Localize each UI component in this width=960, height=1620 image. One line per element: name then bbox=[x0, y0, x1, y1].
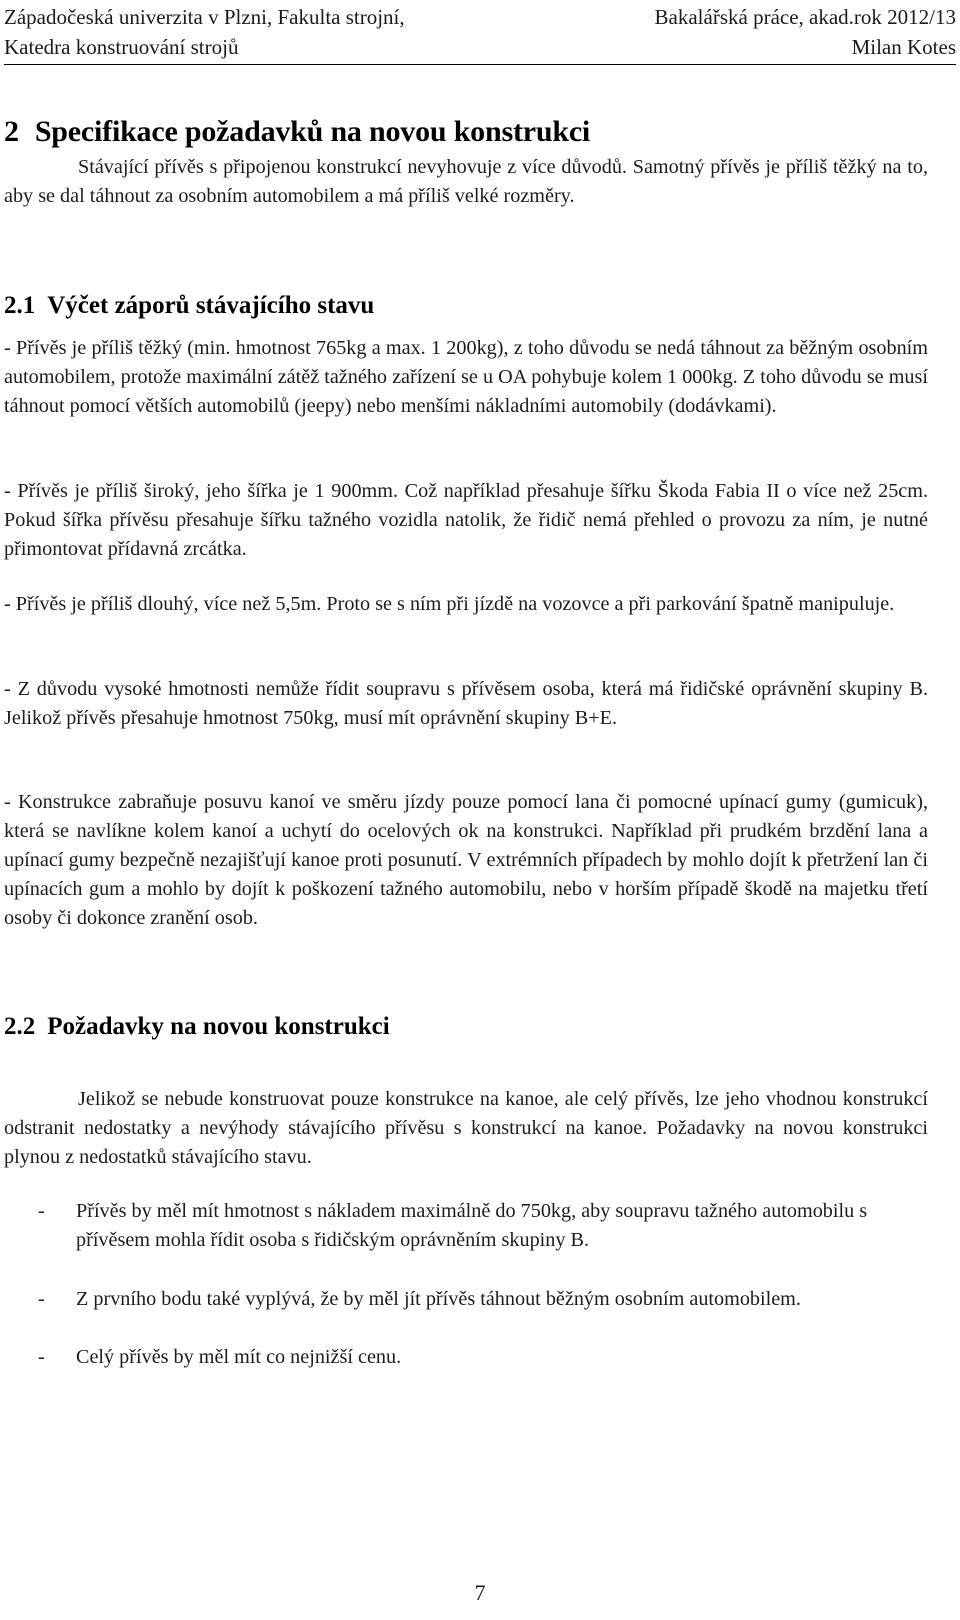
requirements-list bbox=[4, 1197, 928, 1372]
section-2-intro: Stávající přívěs s připojenou konstrukcí nevyhovuje z více důvodů. Samotný přívěs je příliš těžký na to, aby se dal táhnout za osobním automobilem a má příliš velké rozměry. bbox=[4, 156, 928, 207]
requirement-item: - Z prvního bodu také vyplývá, že by měl jít přívěs táhnout běžným osobním automobilem. bbox=[38, 1288, 801, 1310]
drawback-license: - Z důvodu vysoké hmotnosti nemůže řídit soupravu s přívěsem osoba, která má řidičské oprávnění skupiny B. Jelikož přívěs přesahuje hmotnost 750kg, musí mít oprávnění skupiny B+E. bbox=[4, 678, 928, 729]
page-number: 7 bbox=[474, 1580, 486, 1605]
drawback-length: - Přívěs je příliš dlouhý, více než 5,5m. Proto se s ním při jízdě na vozovce a při parkování špatně manipuluje. bbox=[4, 593, 895, 615]
requirement-text: Přívěs by měl mít hmotnost s nákladem maximálně do 750kg, aby soupravu tažného automobilu s přívěsem mohla řídit osoba s řidičským oprávněním skupiny B. bbox=[76, 1200, 868, 1251]
drawback-fastening: - Konstrukce zabraňuje posuvu kanoí ve směru jízdy pouze pomocí lana či pomocné upínací gumy (gumicuk), která se navlíkne kolem kanoí a uchytí do ocelových ok na konstrukci. Například při prudkém brzdění lana a upínací gumy bezpečně nezajišťují kanoe proti posunutí. V extrémních případech by mohlo dojít k přetržení lan či upínacích gum a mohlo by dojít k poškození tažného automobilu, nebo v horším případě škodě na majetku třetí osoby či dokonce zranění osob. bbox=[4, 791, 928, 929]
header-department: Katedra konstruování strojů bbox=[4, 35, 239, 59]
section-2-2-title: Požadavky na novou konstrukci bbox=[47, 1013, 390, 1040]
page-header bbox=[4, 2, 956, 65]
requirement-text: Celý přívěs by měl mít co nejnižší cenu. bbox=[76, 1346, 402, 1368]
header-university: Západočeská univerzita v Plzni, Fakulta strojní, bbox=[4, 5, 405, 29]
header-row-1 bbox=[4, 2, 956, 32]
requirement-item: - Celý přívěs by měl mít co nejnižší cenu. bbox=[38, 1346, 402, 1368]
drawback-weight: - Přívěs je příliš těžký (min. hmotnost 765kg a max. 1 200kg), z toho důvodu se nedá táhnout za běžným osobním automobilem, protože maximální zátěž tažného zařízení se u OA pohybuje kolem 1 000kg. Z toho důvodu se musí táhnout pomocí větších automobilů (jeepy) nebo menšími nákladními automobily (dodávkami). bbox=[4, 337, 928, 417]
header-row-2 bbox=[4, 32, 956, 62]
section-2-1-heading bbox=[4, 292, 374, 320]
section-2-2-number: 2.2 bbox=[4, 1013, 36, 1040]
drawback-width: - Přívěs je příliš široký, jeho šířka je 1 900mm. Což například přesahuje šířku Škoda Fabia II o více než 25cm. Pokud šířka přívěsu přesahuje šířku tažného vozidla natolik, že řidič nemá přehled o provozu za ním, je nutné přimontovat přídavná zrcátka. bbox=[4, 480, 928, 560]
section-2-2-intro: Jelikož se nebude konstruovat pouze konstrukce na kanoe, ale celý přívěs, lze jeho vhodnou konstrukcí odstranit nedostatky a nevýhody stávajícího přívěsu s konstrukcí na kanoe. Požadavky na novou konstrukci plynou z nedostatků stávajícího stavu. bbox=[4, 1088, 928, 1168]
requirement-item: - Přívěs by měl mít hmotnost s nákladem maximálně do 750kg, aby soupravu tažného automobilu s přívěsem mohla řídit osoba s řidičským oprávněním skupiny B. bbox=[38, 1200, 868, 1251]
section-2-2-heading bbox=[4, 1013, 390, 1041]
section-2-heading bbox=[4, 115, 590, 149]
section-2-title: Specifikace požadavků na novou konstrukci bbox=[34, 115, 591, 148]
requirement-text: Z prvního bodu také vyplývá, že by měl jít přívěs táhnout běžným osobním automobilem. bbox=[76, 1288, 801, 1310]
section-2-number: 2 bbox=[4, 115, 19, 148]
section-2-1-title: Výčet záporů stávajícího stavu bbox=[47, 292, 375, 319]
header-author: Milan Kotes bbox=[851, 35, 956, 59]
header-thesis-type: Bakalářská práce, akad.rok 2012/13 bbox=[654, 5, 956, 29]
section-2-1-number: 2.1 bbox=[4, 292, 36, 319]
